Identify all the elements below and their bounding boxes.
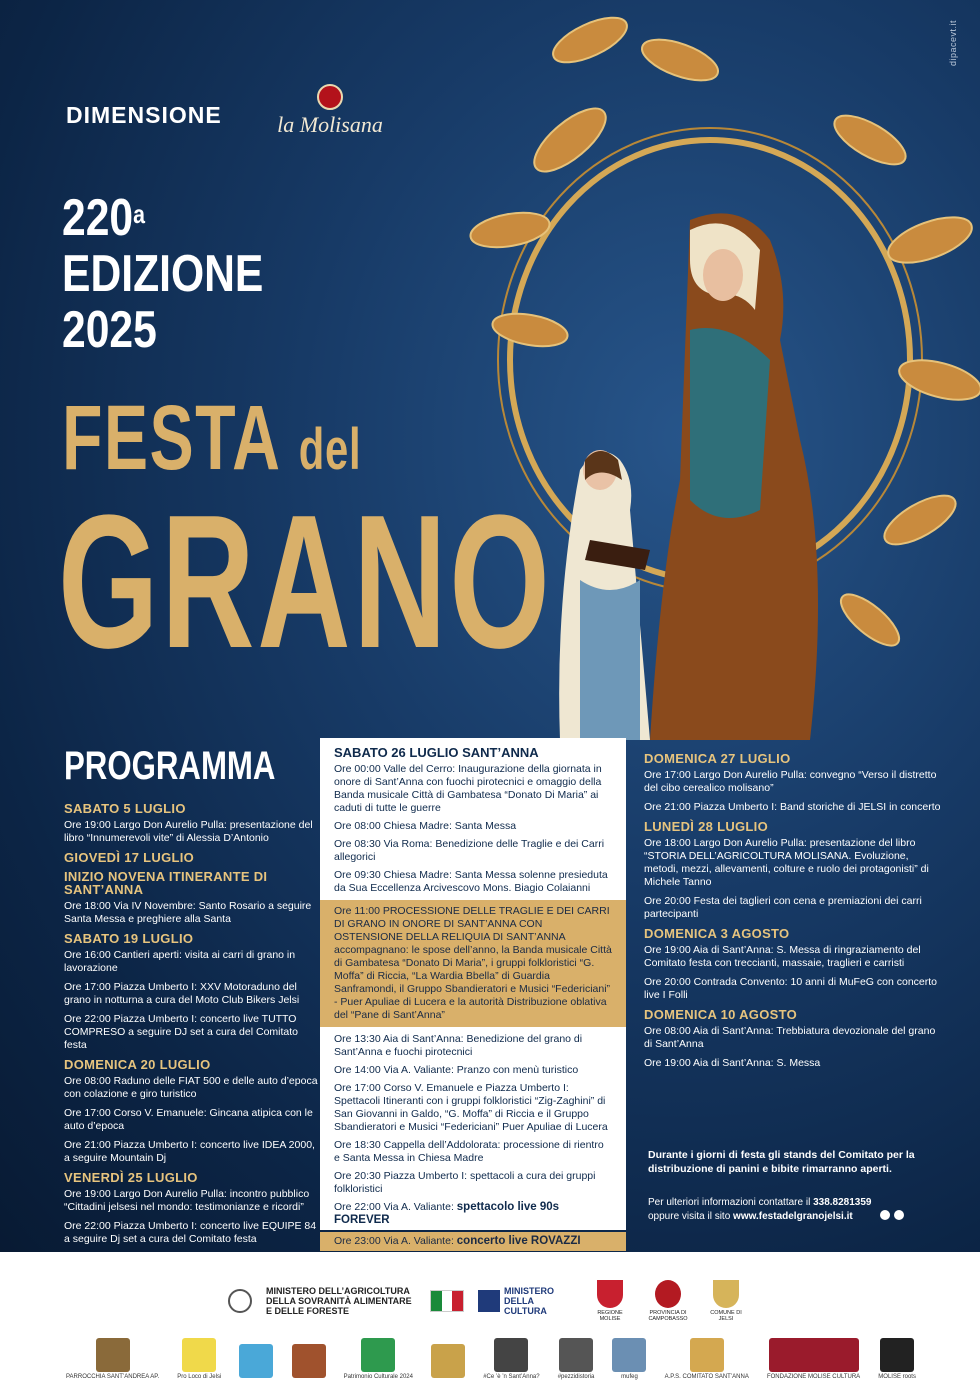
program-event: Ore 00:00 Valle del Cerro: Inaugurazione della giornata in onore di Sant’Anna con fuochi pirotecnici e omaggio della Banda musicale Città di Gambatesa “Donato Di Maria” ai caduti di tutte le guerre [334,763,602,814]
program-event: Ore 13:30 Aia di Sant’Anna: Benedizione del grano di Sant’Anna e fuochi pirotecnici [334,1033,583,1058]
program-event: Ore 18:30 Cappella dell’Addolorata: processione di rientro e Santa Messa in Chiesa Madre [334,1139,604,1164]
comune-jelsi-logo: COMUNE DI JELSI [704,1280,748,1322]
day-heading: GIOVEDÌ 17 LUGLIO [64,850,195,865]
program-event: Ore 19:00 Largo Don Aurelio Pulla: presentazione del libro “Innumerevoli vite” di Alessia D’Antonio [64,819,313,844]
italian-flag-icon [430,1290,464,1312]
sponsor-logo [431,1344,465,1380]
sponsor-mark-icon [96,1338,130,1372]
novena-heading: INIZIO NOVENA ITINERANTE DI SANT’ANNA [64,869,268,897]
instagram-icon[interactable] [894,1210,904,1220]
sponsor-logo [483,1338,539,1380]
concert-90s-event: Ore 22:00 Via A. Valiante: spettacolo live 90s FOREVER [334,1201,560,1226]
festa-del-title: FESTA del [62,387,362,489]
program-right-column [644,746,944,1076]
sponsor-label: MOLISE roots [878,1374,916,1380]
dimensione-logo: DIMENSIONE [66,102,222,128]
molisana-seal-icon [317,84,343,110]
sponsor-mark-icon [292,1344,326,1378]
sponsor-label: #Ce ’è ’n Sant’Anna? [483,1374,540,1380]
day-heading: DOMENICA 27 LUGLIO [644,751,791,766]
day-heading: LUNEDÌ 28 LUGLIO [644,819,768,834]
program-event: Ore 18:00 Largo Don Aurelio Pulla: presentazione del libro “STORIA DELL’AGRICOLTURA MOLISANA. Evoluzione, metodi, mezzi, allevamenti, colture e ruolo dei protagonisti” di Michele Tanno [644,837,929,888]
sponsor-footer [0,1252,980,1400]
program-event: Ore 20:00 Festa dei taglieri con cena e premiazioni dei carri partecipanti [644,895,922,920]
sponsor-mark-icon [612,1338,646,1372]
day-heading: VENERDÌ 25 LUGLIO [64,1170,198,1185]
day-heading: SABATO 5 LUGLIO [64,801,186,816]
program-event: Ore 19:00 Aia di Sant’Anna: S. Messa di ringraziamento del Comitato festa con treccianti, massaie, traglieri e carristi [644,944,921,969]
program-event: Ore 19:00 Aia di Sant’Anna: S. Messa [644,1057,821,1069]
sponsor-mark-icon [182,1338,216,1372]
program-event: Ore 14:00 Via A. Valiante: Pranzo con menù turistico [334,1064,579,1076]
sponsor-logo [66,1338,159,1380]
program-event: Ore 22:00 Piazza Umberto I: concerto live TUTTO COMPRESO a seguire DJ set a cura del Comitato festa [64,1013,299,1051]
designer-credit: dipacevt.it [948,20,958,67]
day-heading: DOMENICA 20 LUGLIO [64,1057,211,1072]
sponsor-mark-icon [361,1338,395,1372]
rovazzi-highlight: Ore 23:00 Via A. Valiante: concerto live ROVAZZI [320,1232,626,1251]
program-event: Ore 17:00 Piazza Umberto I: XXV Motoraduno del grano in notturna a cura del Moto Club Bikers Jelsi [64,981,300,1006]
sponsor-label: Patrimonio Culturale 2024 [343,1374,413,1380]
program-event: Ore 09:30 Chiesa Madre: Santa Messa solenne presieduta da Sua Eccellenza Arcivescovo Mons. Biagio Colaianni [334,869,608,894]
sponsor-logo [767,1338,860,1380]
program-event: Ore 17:00 Largo Don Aurelio Pulla: convegno “Verso il distretto del cibo cerealico molisano” [644,769,937,794]
sponsor-label: Pro Loco di Jelsi [177,1374,222,1380]
program-event: Ore 18:00 Via IV Novembre: Santo Rosario a seguire Santa Messa e preghiere alla Santa [64,900,312,925]
social-icons [880,1210,904,1220]
day-heading: SABATO 19 LUGLIO [64,931,194,946]
sponsor-mark-icon [494,1338,528,1372]
sponsor-logo [292,1344,326,1380]
la-molisana-logo: la Molisana [270,84,390,164]
sponsor-label: FONDAZIONE MOLISE CULTURA [766,1374,861,1380]
sponsor-logo [878,1338,916,1380]
program-event: Ore 17:00 Corso V. Emanuele: Gincana atipica con le auto d’epoca [64,1107,313,1132]
sponsor-label: A.P.S. COMITATO SANT’ANNA [664,1374,749,1380]
mic-icon [478,1290,500,1312]
sponsor-mark-icon [880,1338,914,1372]
programma-heading: PROGRAMMA [64,744,276,788]
program-event: Ore 16:00 Cantieri aperti: visita ai carri di grano in lavorazione [64,949,296,974]
sponsor-label: #pezzidistoria [557,1374,595,1380]
contact-info: Per ulteriori informazioni contattare il 338.8281359 oppure visita il sito www.festadelgranojelsi.it [648,1197,872,1222]
edition-heading: 220$^a$ EDIZIONE 2025 [62,189,264,359]
sponsor-mark-icon [431,1344,465,1378]
stands-notice: Durante i giorni di festa gli stands del Comitato per la distribuzione di panini e bibite rimarranno aperti. [648,1149,915,1175]
program-event: Ore 21:00 Piazza Umberto I: concerto live IDEA 2000, a seguire Mountain Dj [64,1139,315,1164]
italian-republic-emblem-icon [228,1289,252,1313]
sponsor-logo [612,1338,646,1380]
ministry-agriculture-logo: MINISTERO DELL’AGRICOLTURA DELLA SOVRANITÀ ALIMENTARE E DELLE FORESTE [266,1286,412,1316]
sponsor-label: mufeg [621,1374,638,1380]
sponsor-mark-icon [239,1344,273,1378]
sponsor-mark-icon [690,1338,724,1372]
sponsor-logo [665,1338,749,1380]
sponsor-mark-icon [559,1338,593,1372]
sponsor-logo [344,1338,413,1380]
sponsor-label: PARROCCHIA SANT’ANDREA AP. [66,1374,160,1380]
day-heading: DOMENICA 3 AGOSTO [644,926,790,941]
website-link[interactable]: www.festadelgranojelsi.it [733,1211,853,1222]
procession-highlight: Ore 11:00 PROCESSIONE DELLE TRAGLIE E DEI CARRI DI GRANO IN ONORE DI SANT’ANNA CON OSTENSIONE DELLA RELIQUIA DI SANT’ANNA accompagnano: le spose dell’anno, la Banda musicale Città di Gambatesa “Donato Di Maria”, i gruppi folkloristici “G. Moffa” di Riccia, “La Wardia Bbella” di Guardia Sanframondi, il Gruppo Sbandieratori e Musici “Federiciani” - Puer Apuliae di Lucera e la autorità Distribuzione oblativa del “Pane di Sant’Anna” [320,900,626,1027]
program-event: Ore 20:00 Contrada Convento: 10 anni di MuFeG con concerto live I Folli [644,976,938,1001]
provincia-campobasso-logo: PROVINCIA DI CAMPOBASSO [646,1280,690,1322]
program-event: Ore 17:00 Corso V. Emanuele e Piazza Umberto I: Spettacoli Itineranti con i gruppi folkloristici “Zig-Zaghini” di San Giovanni in Galdo, “G. Moffa” di Riccia e il Gruppo Sbandieratori e Musici “Federiciani” Puer Apuliae di Lucera [334,1082,608,1133]
sponsor-logos [66,1330,916,1380]
facebook-icon[interactable] [880,1210,890,1220]
program-event: Ore 08:30 Via Roma: Benedizione delle Traglie e dei Carri allegorici [334,838,605,863]
program-event: Ore 08:00 Raduno delle FIAT 500 e delle auto d’epoca con colazione e giro turistico [64,1075,318,1100]
program-left-column [64,796,319,1252]
sponsor-mark-icon [769,1338,859,1372]
regione-molise-logo: REGIONE MOLISE [588,1280,632,1322]
sponsor-logo [558,1338,595,1380]
grano-title: GRANO [58,476,553,688]
program-event: Ore 21:00 Piazza Umberto I: Band storiche di JELSI in concerto [644,801,941,813]
ministry-culture-logo: MINISTERO DELLA CULTURA [478,1286,574,1316]
saint-anne-statue-illustration [540,180,860,740]
program-center-box [320,738,626,1247]
sponsor-logo [177,1338,221,1380]
sponsor-logo [239,1344,273,1380]
program-event: Ore 08:00 Chiesa Madre: Santa Messa [334,820,517,832]
program-event: Ore 08:00 Aia di Sant’Anna: Trebbiatura devozionale del grano di Sant’Anna [644,1025,936,1050]
day-heading: DOMENICA 10 AGOSTO [644,1007,797,1022]
program-event: Ore 19:00 Largo Don Aurelio Pulla: incontro pubblico “Cittadini jelsesi nel mondo: testimonianze e ricordi” [64,1188,310,1213]
program-event: Ore 22:00 Piazza Umberto I: concerto live EQUIPE 84 a seguire Dj set a cura del Comitato festa [64,1220,317,1245]
day-heading: SABATO 26 LUGLIO SANT’ANNA [334,745,539,760]
program-event: Ore 20:30 Piazza Umberto I: spettacoli a cura dei gruppi folkloristici [334,1170,596,1195]
institution-logos [228,1280,748,1322]
